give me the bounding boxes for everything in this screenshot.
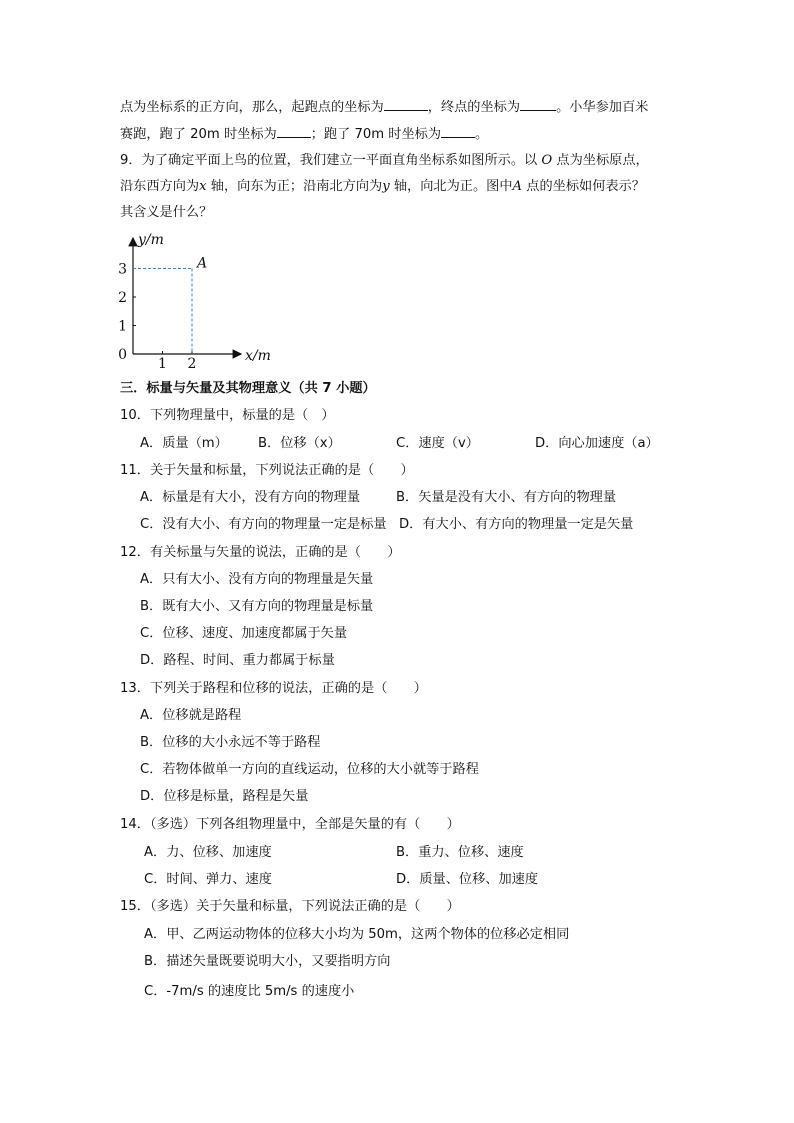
q15-option-a[interactable]: A．甲、乙两运动物体的位移大小均为 50m，这两个物体的位移必定相同 <box>144 927 570 942</box>
answer-blank <box>441 123 475 138</box>
y-tick-label: 3 <box>118 261 127 278</box>
q12-option-b[interactable]: B．既有大小、又有方向的物理量是标量 <box>140 599 374 614</box>
q10-option-c[interactable]: C．速度（v） <box>396 436 479 451</box>
answer-blank <box>277 123 311 138</box>
x-tick-label: 1 <box>158 356 167 370</box>
q14-option-b[interactable]: B．重力、位移、速度 <box>396 845 524 860</box>
q14-option-d[interactable]: D．质量、位移、加速度 <box>396 872 539 887</box>
x-axis-label: x/m <box>245 348 271 364</box>
y-tick-label: 2 <box>118 290 127 306</box>
q10-stem: 10．下列物理量中，标量的是（ ） <box>120 408 335 423</box>
coordinate-diagram <box>115 230 285 370</box>
q13-stem: 13．下列关于路程和位移的说法，正确的是（ ） <box>120 681 427 696</box>
q15-option-c[interactable]: C．-7m/s 的速度比 5m/s 的速度小 <box>144 984 355 999</box>
q13-option-a[interactable]: A．位移就是路程 <box>140 708 242 723</box>
q13-option-c[interactable]: C．若物体做单一方向的直线运动，位移的大小就等于路程 <box>140 762 479 777</box>
q10-option-d[interactable]: D．向心加速度（a） <box>535 436 659 451</box>
q14-stem: 14．（多选）下列各组物理量中，全部是矢量的有（ ） <box>120 817 460 832</box>
q13-option-b[interactable]: B．位移的大小永远不等于路程 <box>140 735 321 750</box>
q9-line-2: 沿东西方向为x 轴，向东为正；沿南北方向为y 轴，向北为正。图中A 点的坐标如何表示？ <box>120 179 645 194</box>
q14-option-a[interactable]: A．力、位移、加速度 <box>144 845 272 860</box>
q11-option-c[interactable]: C．没有大小、有方向的物理量一定是标量 <box>140 517 387 532</box>
q9-line-1: 9．为了确定平面上鸟的位置，我们建立一平面直角坐标系如图所示。以 O 点为坐标原点， <box>120 153 649 168</box>
q11-option-a[interactable]: A．标量是有大小，没有方向的物理量 <box>140 490 361 505</box>
q12-option-c[interactable]: C．位移、速度、加速度都属于矢量 <box>140 626 348 641</box>
q15-option-b[interactable]: B．描述矢量既要说明大小，又要指明方向 <box>144 954 391 969</box>
answer-blank <box>384 96 428 111</box>
point-label: A <box>197 255 208 272</box>
q8-line-2: 赛跑，跑了 20m 时坐标为 ；跑了 70m 时坐标为 。 <box>120 123 488 145</box>
section-3-title: 三．标量与矢量及其物理意义（共 7 小题） <box>120 381 376 396</box>
x-tick-label: 2 <box>187 356 197 370</box>
y-tick-label: 1 <box>118 318 127 335</box>
q12-option-a[interactable]: A．只有大小、没有方向的物理量是矢量 <box>140 572 374 587</box>
q12-option-d[interactable]: D．路程、时间、重力都属于标量 <box>140 653 335 668</box>
q12-stem: 12．有关标量与矢量的说法，正确的是（ ） <box>120 545 401 560</box>
answer-blank <box>520 96 556 111</box>
q8-line-1: 点为坐标系的正方向，那么，起跑点的坐标为 ，终点的坐标为 。小华参加百米 <box>120 96 648 118</box>
y-axis-label: y/m <box>138 232 164 248</box>
q11-option-d[interactable]: D．有大小、有方向的物理量一定是矢量 <box>399 517 634 532</box>
q10-option-a[interactable]: A．质量（m） <box>140 436 228 451</box>
q14-option-c[interactable]: C．时间、弹力、速度 <box>144 872 272 887</box>
q15-stem: 15．（多选）关于矢量和标量，下列说法正确的是（ ） <box>120 899 460 914</box>
q11-stem: 11．关于矢量和标量，下列说法正确的是（ ） <box>120 463 414 478</box>
q9-line-3: 其含义是什么？ <box>120 205 213 220</box>
q13-option-d[interactable]: D．位移是标量，路程是矢量 <box>140 789 309 804</box>
y-tick-label: 0 <box>118 347 127 363</box>
q10-option-b[interactable]: B．位移（x） <box>258 436 341 451</box>
q11-option-b[interactable]: B．矢量是没有大小、有方向的物理量 <box>396 490 617 505</box>
